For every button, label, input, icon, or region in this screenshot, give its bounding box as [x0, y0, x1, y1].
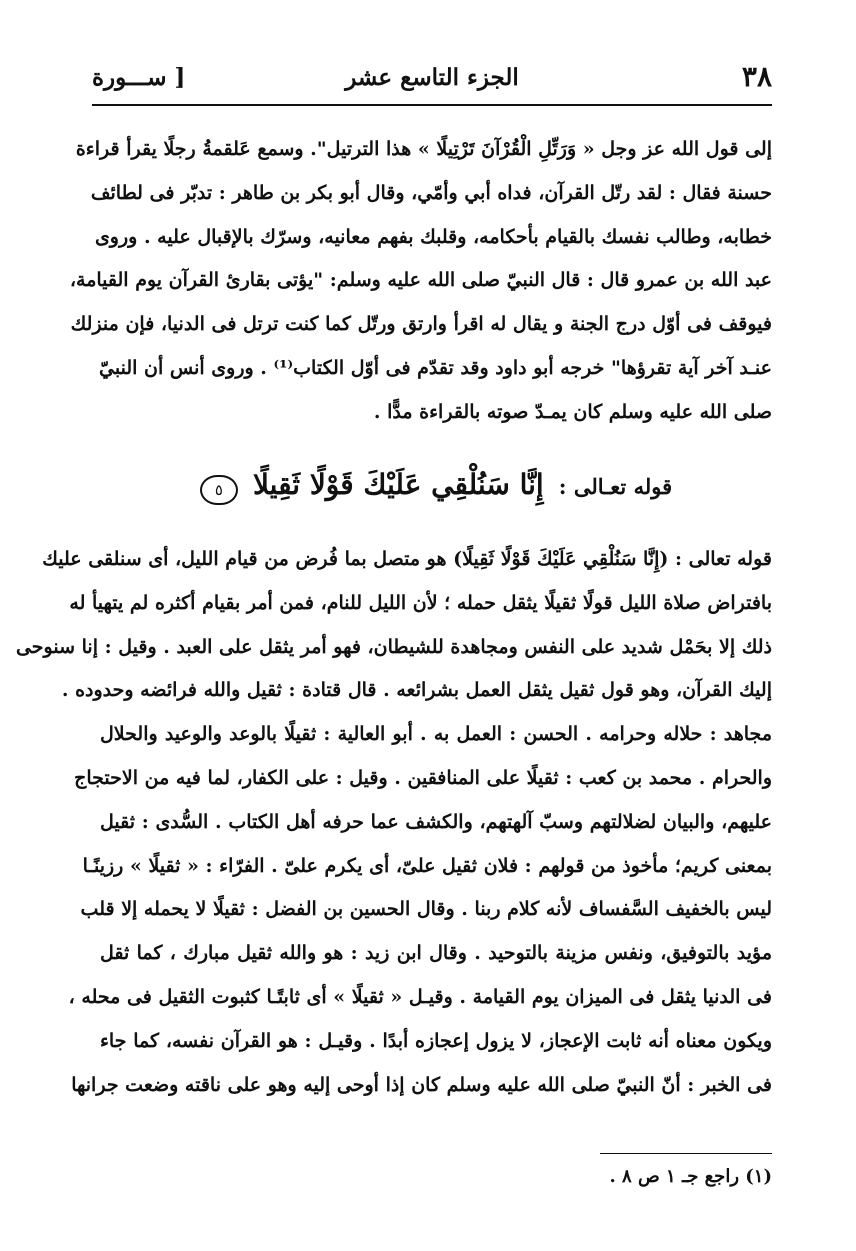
text-line: والحرام . محمد بن كعب : ثقيلًا على المنافقين . وقيل : على الكفار، لما فيه من الاحتجاج: [74, 766, 772, 789]
text-line: مجاهد : حلاله وحرامه . الحسن : العمل به . أبو العالية : ثقيلًا بالوعد والوعيد والحلال: [100, 723, 772, 746]
text-line: فى الدنيا يثقل فى الميزان يوم القيامة . وقيـل « ثقيلًا » أى ثابتًـا كثبوت الثقيل فى محله ،: [68, 985, 772, 1008]
text-line: صلى الله عليه وسلم كان يمـدّ صوته بالقراءة مدًّا .: [373, 400, 772, 423]
text-line: ويكون معناه أنه ثابت الإعجاز، لا يزول إعجازه أبدًا . وقيـل : هو القرآن نفسه، كما جاء: [100, 1029, 772, 1052]
text-line: حسنة فقال : لقد رتّل القرآن، فداه أبي وأمّي، وقال أبو بكر بن طاهر : تدبّر فى لطائف: [90, 181, 772, 204]
text-line: إليك القرآن، وهو قول ثقيل يثقل العمل بشرائعه . قال قتادة : ثقيل والله فرائضه وحدوده .: [61, 679, 772, 702]
ayah-number-marker: ٥: [200, 475, 238, 505]
juz-title: الجزء التاسع عشر: [345, 64, 519, 91]
surah-label: [ ســـورة: [92, 64, 186, 91]
page-header: [92, 60, 772, 102]
paragraph-commentary-tartil: [69, 128, 772, 435]
text-line: فيوقف فى أوّل درج الجنة و يقال له اقرأ وارتق ورتّل كما كنت ترتل فى الدنيا، فإن منزلك: [70, 313, 772, 336]
verse-intro: قوله تعـالى :: [558, 474, 673, 499]
footnote: (١) راجع جـ ١ ص ٨ .: [609, 1166, 772, 1187]
text-line: مؤيد بالتوفيق، ونفس مزينة بالتوحيد . وقال ابن زيد : هو والله ثقيل مبارك ، كما ثقل: [100, 942, 772, 965]
text-line: ذلك إلا بحَمْل شديد على النفس ومجاهدة للشيطان، فهو أمر يثقل على العبد . وقيل : إنا سنوحى: [15, 635, 772, 658]
page-number: ٣٨: [741, 60, 772, 93]
text-line: ليس بالخفيف السَّفساف لأنه كلام ربنا . وقال الحسين بن الفضل : ثقيلًا لا يحمله إلا قلب: [80, 898, 772, 921]
text-line: عليهم، والبيان لضلالتهم وسبّ آلهتهم، والكشف عما حرفه أهل الكتاب . السُّدى : ثقيل: [100, 810, 772, 833]
text-line: خطابه، وطالب نفسك بالقيام بأحكامه، وقلبك بفهم معانيه، وسرّك بالإقبال عليه . وروى: [94, 225, 772, 248]
text-line: فى الخبر : أنّ النبيّ صلى الله عليه وسلم كان إذا أوحى إليه وهو على ناقته وضعت جرانها: [71, 1073, 772, 1096]
quran-verse: إِنَّا سَنُلْقِي عَلَيْكَ قَوْلًا ثَقِيلًا: [252, 468, 544, 501]
paragraph-commentary-thaqil: [15, 538, 772, 1107]
header-divider: [92, 104, 772, 106]
text-line: قوله تعالى : (إِنَّا سَنُلْقِي عَلَيْكَ قَوْلًا ثَقِيلًا) هو متصل بما فُرض من قيام الليل، أى سنلقى عليك: [42, 548, 772, 570]
verse-heading: [100, 468, 772, 524]
text-line: إلى قول الله عز وجل « وَرَتِّلِ الْقُرْآنَ تَرْتِيلًا » هذا الترتيل". وسمع عَلقمةُ رجلًا يقرأ قراءة: [75, 138, 772, 160]
footnote-divider: [600, 1153, 772, 1154]
text-line: بافتراض صلاة الليل قولًا ثقيلًا يثقل حمله ؛ لأن الليل للنام، فمن أمر بقيام أكثره لم يتهيأ له: [69, 591, 772, 614]
text-line: بمعنى كريم؛ مأخوذ من قولهم : فلان ثقيل علىّ، أى يكرم علىّ . الفرّاء : « ثقيلًا » رزينًـا: [82, 854, 772, 877]
text-line: عنـد آخر آية تقرؤها" خرجه أبو داود وقد تقدّم فى أوّل الكتاب⁽¹⁾ . وروى أنس أن النبيّ: [99, 356, 772, 379]
text-line: عبد الله بن عمرو قال : قال النبيّ صلى الله عليه وسلم: "يؤتى بقارئ القرآن يوم القيامة،: [69, 269, 772, 292]
